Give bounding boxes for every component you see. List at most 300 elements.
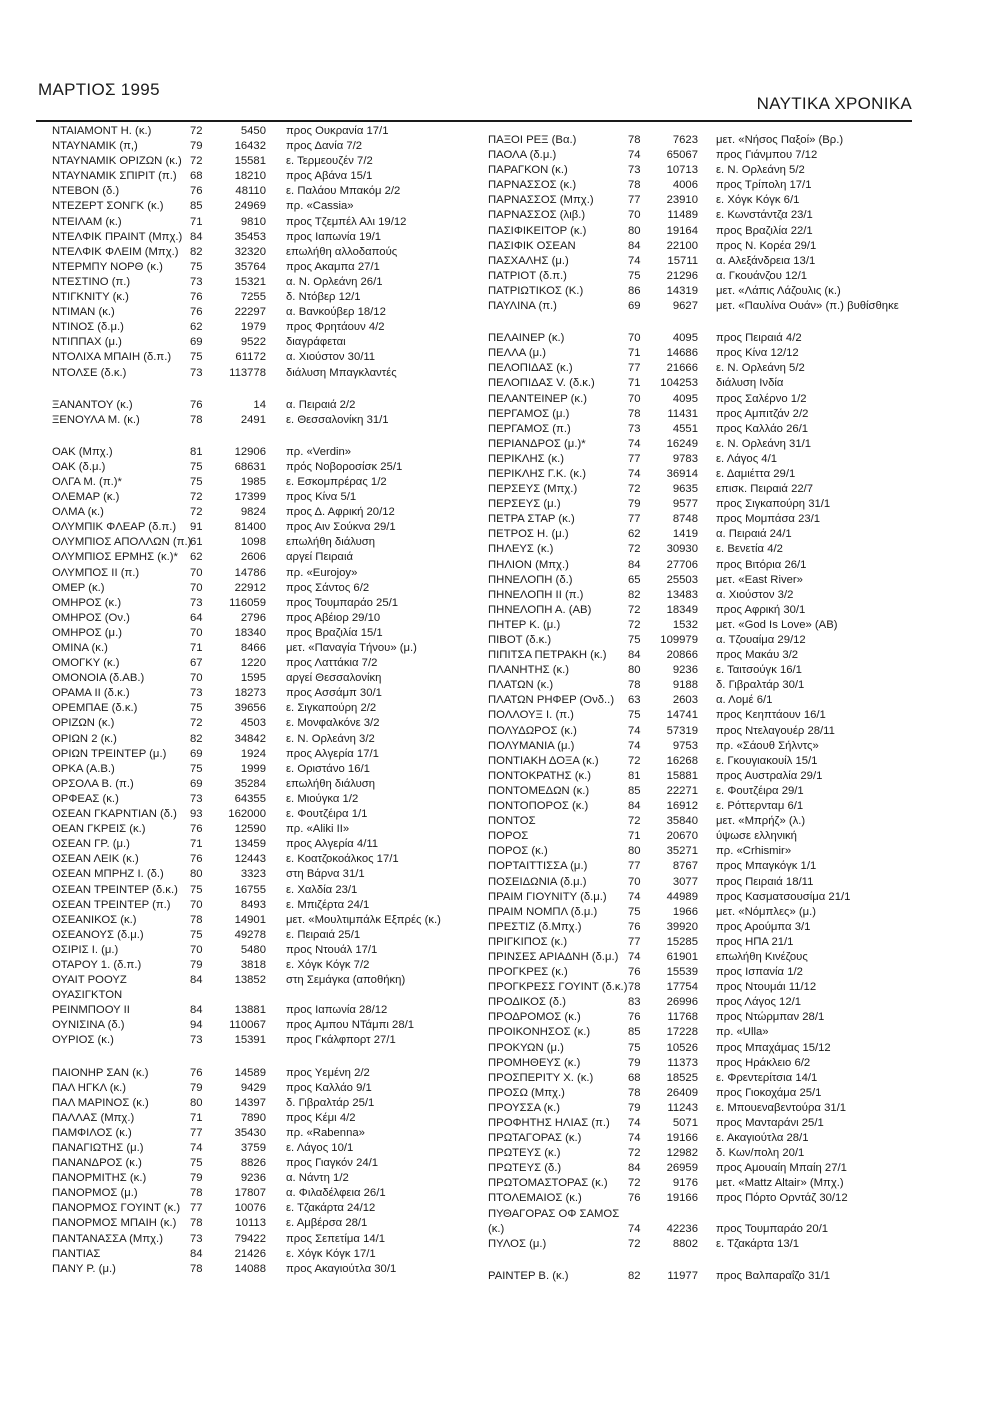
status-note: προς Μπαχάμας 15/12: [716, 1041, 831, 1054]
build-year: 72: [628, 1177, 641, 1190]
ship-name: ΠΑΣΙΦΙΚΕΙΤΟΡ (κ.): [488, 224, 587, 237]
ship-name: ΝΤΕΙΛΑΜ (κ.): [52, 215, 122, 228]
ship-entry: [446, 193, 906, 208]
ship-entry: [0, 807, 460, 822]
tonnage: 11243: [667, 1101, 698, 1114]
tonnage: 15285: [666, 935, 698, 948]
status-note: προς Λάγος 12/1: [716, 996, 802, 1009]
status-note: ε. Λάγος 10/1: [286, 1142, 354, 1154]
status-note: προς Ακαμπα 27/1: [286, 260, 380, 273]
ship-entry: [446, 724, 906, 739]
ship-name: ΠΟΝΤΙΑΚΗ ΔΟΞΑ (κ.): [488, 754, 599, 767]
build-year: 78: [628, 134, 641, 146]
tonnage: 4503: [240, 717, 266, 730]
build-year: 64: [190, 611, 203, 624]
ship-name: ΠΑΛ ΜΑΡΙΝΟΣ (κ.): [52, 1096, 149, 1109]
build-year: 73: [190, 1034, 203, 1047]
build-year: 72: [628, 754, 641, 767]
build-year: 85: [190, 200, 203, 213]
tonnage: 3077: [672, 875, 698, 888]
ship-entry: [0, 290, 460, 305]
build-year: 72: [628, 603, 641, 616]
issue-date-header: ΜΑΡΤΙΟΣ 1995: [38, 80, 160, 99]
tonnage: 9577: [672, 498, 698, 511]
build-year: 93: [190, 808, 203, 821]
build-year: 73: [190, 596, 203, 609]
tonnage: 9810: [240, 215, 266, 228]
status-note: προς Ισπανία 1/2: [716, 966, 803, 979]
ship-entry: [0, 716, 460, 731]
build-year: 72: [628, 815, 641, 828]
status-note: προς Πειραιά 18/11: [716, 875, 814, 888]
tonnage: 19166: [666, 1132, 698, 1145]
ship-entry: [0, 260, 460, 275]
tonnage: 8802: [672, 1237, 698, 1250]
build-year: 71: [190, 642, 203, 654]
status-note: προς Βιτόρια 26/1: [716, 558, 807, 571]
tonnage: 12443: [234, 853, 266, 866]
status-note: προς Πόρτο Ορντάζ 30/12: [716, 1192, 848, 1205]
ship-entry: [0, 520, 460, 535]
ship-name: ΠΟΡΟΣ: [488, 830, 529, 843]
ship-entry: [446, 663, 906, 678]
ship-name: ΠΑΞΟΙ ΡΕΞ (Βα.): [488, 134, 577, 146]
tonnage: 4006: [672, 179, 698, 192]
ship-name: ΟΜΗΡΟΣ (μ.): [52, 626, 122, 639]
ship-name: ΝΤΕΒΟΝ (δ.): [52, 185, 120, 198]
status-note: προς Φρητάουν 4/2: [286, 321, 385, 334]
tonnage: 5450: [240, 125, 266, 137]
ship-entry: [446, 588, 906, 603]
group-spacer: [446, 314, 906, 331]
ship-entry: [0, 596, 460, 611]
tonnage: 1419: [672, 528, 698, 541]
tonnage: 14088: [234, 1262, 266, 1275]
build-year: 72: [628, 1147, 641, 1160]
ship-name: ΠΡΟΦΗΤΗΣ ΗΛΙΑΣ (π.): [488, 1117, 610, 1129]
ship-name: ΠΕΤΡΑ ΣΤΑΡ (κ.): [488, 513, 575, 526]
status-note: ε. Εσκομπρέρας 1/2: [286, 475, 387, 488]
tonnage: 1098: [240, 536, 266, 549]
ship-entry: [0, 335, 460, 350]
ship-name: ΠΕΛΛΑ (μ.): [488, 347, 547, 360]
tonnage: 2603: [672, 694, 698, 707]
tonnage: 35764: [234, 260, 266, 273]
ship-name: ΟΣΕΑΝΟΥΣ (δ.μ.): [52, 928, 144, 941]
status-note: πρ. «Cassia»: [286, 200, 354, 213]
tonnage: 39920: [666, 920, 698, 933]
ship-name: ΝΤΙΠΠΑΧ (μ.): [52, 336, 122, 349]
build-year: 79: [190, 140, 203, 153]
tonnage: 24969: [234, 200, 266, 213]
ship-entry: [0, 867, 460, 882]
tonnage: 14786: [234, 566, 266, 579]
ship-name: ΠΗΛΕΥΣ (κ.): [488, 543, 554, 556]
ship-name: ΠΡΟΜΗΘΕΥΣ (κ.): [488, 1056, 581, 1069]
status-note: προς Γκάλφπορτ 27/1: [286, 1034, 396, 1047]
status-note: ε. Οριστάνο 16/1: [286, 762, 370, 775]
tonnage: 23910: [666, 194, 698, 207]
ship-entry: [0, 973, 460, 988]
ship-name: ΠΕΤΡΟΣ Η. (μ.): [488, 528, 569, 541]
ship-name: ΟΣΕΑΝ ΓΚΑΡΝΤΙΑΝ (δ.): [52, 808, 177, 821]
ship-name: ΝΤΕΛΦΙΚ ΦΛΕΙΜ (Μπχ.): [52, 245, 179, 258]
tonnage: 79422: [234, 1232, 266, 1245]
status-note: προς Αβάνα 15/1: [286, 170, 373, 183]
build-year: 62: [628, 528, 641, 541]
status-note: ε. Ν. Ορλεάνη 5/2: [716, 362, 805, 375]
ship-entry: [0, 215, 460, 230]
tonnage: 30930: [666, 543, 698, 556]
status-note: προς Κίνα 12/12: [716, 347, 799, 360]
ship-entry: [0, 154, 460, 169]
ship-entry: [0, 883, 460, 898]
tonnage: 22297: [234, 306, 266, 319]
ship-name: (κ.): [488, 1222, 505, 1235]
status-note: πρ. «Eurojoy»: [286, 566, 358, 579]
build-year: 86: [628, 284, 641, 297]
build-year: 75: [628, 1041, 641, 1054]
tonnage: 9188: [672, 679, 698, 692]
build-year: 79: [628, 1056, 641, 1069]
status-note: ε. Λάγος 4/1: [716, 452, 777, 465]
status-note: πρ. «Crhismir»: [716, 845, 792, 858]
status-note: ε. Χόγκ Κόγκ 6/1: [716, 194, 800, 207]
tonnage: 1985: [240, 475, 266, 488]
ship-entry: [0, 199, 460, 214]
ship-name: ΠΗΝΕΛΟΠΗ (δ.): [488, 573, 573, 586]
tonnage: 15321: [234, 275, 266, 288]
build-year: 78: [628, 407, 641, 420]
status-note: προς Μπαγκόγκ 1/1: [716, 860, 817, 873]
tonnage: 27706: [666, 558, 698, 571]
ship-name: ΠΟΡΤΑΙΤΤΙΣΣΑ (μ.): [488, 860, 588, 873]
ship-entry: [446, 980, 906, 995]
ship-entry: [446, 1010, 906, 1025]
ship-entry: [446, 163, 906, 178]
status-note: προς Αυστραλία 29/1: [716, 769, 823, 782]
status-note: προς Ουκρανία 17/1: [286, 125, 389, 137]
status-note: επωλήθη διάλυση: [286, 536, 376, 549]
ship-entry: [0, 1171, 460, 1186]
build-year: 78: [628, 981, 641, 994]
ship-name: ΠΙΒΟΤ (δ.κ.): [488, 634, 552, 646]
ship-name: ΠΕΡΙΚΛΗΣ Γ.Κ. (κ.): [488, 467, 586, 480]
tonnage: 48110: [235, 185, 266, 198]
ship-entry: [446, 844, 906, 859]
build-year: 71: [628, 830, 641, 843]
tonnage: 20670: [666, 830, 698, 843]
status-note: μετ. «Μουλτιμπάλκ Εξπρές (κ.): [286, 913, 441, 926]
ship-entry: [446, 361, 906, 376]
ship-name: ΠΑΝΑΝΔΡΟΣ (κ.): [52, 1157, 142, 1170]
ship-entry: [446, 633, 906, 648]
tonnage: 14741: [666, 709, 698, 722]
build-year: 76: [190, 291, 203, 304]
build-year: 71: [190, 838, 203, 851]
build-year: 79: [190, 1081, 203, 1094]
ship-name: ΠΑΤΡΙΟΤ (δ.π.): [488, 269, 567, 282]
ship-entry: [446, 467, 906, 482]
ship-entry: [446, 299, 906, 314]
ship-name: ΠΑΝΤΑΝΑΣΣΑ (Μπχ.): [52, 1232, 163, 1245]
ship-entry: [0, 1216, 460, 1231]
tonnage: 49278: [234, 928, 266, 941]
tonnage: 9753: [672, 739, 698, 752]
status-note: α. Βανκούβερ 18/12: [286, 306, 386, 319]
build-year: 85: [628, 1026, 641, 1039]
ship-entry: [0, 535, 460, 550]
tonnage: 110067: [229, 1019, 266, 1032]
tonnage: 12982: [666, 1147, 698, 1160]
status-note: προς Τζεμπέλ Αλι 19/12: [286, 215, 407, 228]
ship-entry: [446, 376, 906, 391]
status-note: προς Γιοκοχάμα 25/1: [716, 1086, 822, 1099]
ship-entry: [446, 890, 906, 905]
build-year: 73: [190, 366, 203, 379]
tonnage: 18210: [234, 170, 266, 183]
ship-name: ΝΤΕΛΦΙΚ ΠΡΑΙΝΤ (Μπχ.): [52, 230, 183, 243]
tonnage: 15539: [666, 966, 698, 979]
ship-entry: [446, 1161, 906, 1176]
build-year: 70: [190, 672, 203, 685]
ship-entry: [0, 1232, 460, 1247]
build-year: 63: [628, 694, 641, 707]
tonnage: 13852: [234, 974, 266, 987]
ship-entry: [0, 626, 460, 641]
build-year: 79: [190, 1172, 203, 1185]
tonnage: 35430: [234, 1126, 266, 1139]
ship-entry: [0, 366, 460, 381]
build-year: 77: [190, 1126, 203, 1139]
build-year: 78: [628, 179, 641, 192]
build-year: 75: [190, 260, 203, 273]
ship-entry: [446, 1237, 906, 1252]
build-year: 71: [190, 1111, 203, 1124]
right-column: [446, 133, 906, 1284]
ship-entry: [0, 245, 460, 260]
status-note: πρός Νοβοροσίσκ 25/1: [286, 460, 403, 473]
tonnage: 7255: [240, 291, 266, 304]
ship-entry: [446, 331, 906, 346]
build-year: 70: [190, 566, 203, 579]
ship-name: ΠΑΝΟΡΜΟΣ (μ.): [52, 1187, 138, 1200]
tonnage: 39656: [234, 702, 266, 715]
build-year: 77: [628, 194, 641, 207]
ship-name: ΠΡΟΣΠΕΡΙΤΥ Χ. (κ.): [488, 1071, 594, 1084]
ship-name: ΠΡΟΙΚΟΝΗΣΟΣ (κ.): [488, 1026, 591, 1039]
ship-name: ΠΡΟΚΥΩΝ (μ.): [488, 1041, 564, 1054]
build-year: 80: [628, 224, 641, 237]
ship-entry: [446, 1269, 906, 1284]
ship-entry: [0, 792, 460, 807]
tonnage: 116059: [229, 596, 266, 609]
ship-name: ΟΥΑΙΤ ΡΟΟΥΖ: [52, 974, 127, 987]
tonnage: 109979: [660, 634, 698, 646]
status-note: μετ. «Mattz Altair» (Μπχ.): [716, 1177, 844, 1190]
ship-entry: [446, 935, 906, 950]
ship-entry: [446, 920, 906, 935]
group-spacer: [0, 428, 460, 445]
status-note: ε. Ρόττερνταμ 6/1: [716, 800, 804, 813]
ship-entry: [0, 852, 460, 867]
build-year: 76: [628, 1011, 641, 1024]
build-year: 74: [628, 890, 641, 903]
status-note: προς Αλγερία 17/1: [286, 747, 379, 760]
ship-name: ΠΟΝΤΟΚΡΑΤΗΣ (κ.): [488, 769, 592, 782]
ship-name: ΞΑΝΑΝΤΟΥ (κ.): [52, 398, 133, 411]
build-year: 84: [628, 1162, 641, 1175]
ship-entry: [446, 239, 906, 254]
ship-name: ΠΑΟΛΑ (δ.μ.): [488, 149, 557, 162]
tonnage: 4551: [672, 422, 698, 435]
status-note: προς Βραζιλία 15/1: [286, 626, 383, 639]
ship-entry: [446, 618, 906, 633]
ship-entry: [446, 224, 906, 239]
build-year: 73: [190, 1232, 203, 1245]
ship-name: ΠΡΟΔΡΟΜΟΣ (κ.): [488, 1011, 581, 1024]
build-year: 84: [628, 558, 641, 571]
ship-name: ΠΟΛΛΟΥΞ Ι. (π.): [488, 709, 574, 722]
status-note: α. Νάντη 1/2: [286, 1172, 349, 1185]
build-year: 70: [628, 875, 641, 888]
ship-name: ΠΥΘΑΓΟΡΑΣ ΟΦ ΣΑΜΟΣ: [488, 1207, 620, 1220]
status-note: ε. Φρεντερίτσια 14/1: [716, 1071, 818, 1084]
tonnage: 5071: [672, 1117, 698, 1129]
ship-entry: [446, 527, 906, 542]
build-year: 61: [190, 536, 203, 549]
build-year: 75: [190, 928, 203, 941]
status-note: ε. Τζακάρτα 13/1: [716, 1237, 800, 1250]
status-note: προς Ντουάλ 17/1: [286, 943, 378, 956]
build-year: 70: [628, 209, 641, 222]
tonnage: 4095: [672, 332, 698, 345]
ship-entry: [0, 124, 460, 139]
tonnage: 17399: [234, 491, 266, 504]
ship-name: ΠΡΟΔΙΚΟΣ (δ.): [488, 996, 566, 1009]
status-note: α. Ν. Ορλεάνη 26/1: [286, 275, 383, 288]
build-year: 74: [628, 467, 641, 480]
build-year: 74: [628, 149, 641, 162]
ship-entry: [0, 169, 460, 184]
build-year: 78: [190, 913, 203, 926]
status-note: ε. Χόγκ Κόγκ 17/1: [286, 1247, 376, 1260]
status-note: προς Ασσάμπ 30/1: [286, 687, 382, 700]
build-year: 75: [628, 634, 641, 646]
ship-name: ΠΡΙΝΣΕΣ ΑΡΙΑΔΝΗ (δ.μ.): [488, 950, 619, 963]
build-year: 84: [190, 230, 203, 243]
build-year: 79: [628, 498, 641, 511]
tonnage: 35453: [234, 230, 266, 243]
tonnage: 8826: [240, 1157, 266, 1170]
build-year: 74: [190, 1142, 203, 1154]
group-spacer: [0, 1049, 460, 1066]
ship-entry: [0, 837, 460, 852]
ship-name: ΟΡΑΜΑ ΙΙ (δ.κ.): [52, 687, 130, 700]
ship-name: ΡΑΙΝΤΕΡ Β. (κ.): [488, 1269, 569, 1282]
ship-name: ΟΡΚΑ (Α.Β.): [52, 762, 115, 775]
ship-name: ΝΤΕΣΤΙΝΟ (π.): [52, 275, 131, 288]
status-note: προς Αβέιορ 29/10: [286, 611, 381, 624]
ship-entry: [0, 320, 460, 335]
ship-entry: [446, 905, 906, 920]
build-year: 69: [628, 300, 641, 313]
ship-entry: [0, 1126, 460, 1141]
status-note: προς Λαττάκια 7/2: [286, 657, 378, 670]
build-year: 81: [628, 769, 641, 782]
ship-name: ΠΛΑΤΩΝ ΡΗΦΕΡ (Ονδ..): [488, 694, 615, 707]
ship-entry: [0, 777, 460, 792]
build-year: 75: [190, 1157, 203, 1170]
ship-entry: [0, 1141, 460, 1156]
build-year: 77: [628, 513, 641, 526]
tonnage: 22271: [666, 784, 698, 797]
status-note: προς Βραζιλία 22/1: [716, 224, 813, 237]
ship-name: ΝΤΙΝΟΣ (δ.μ.): [52, 321, 124, 334]
status-note: μετ. «Νόμπλες» (μ.): [716, 905, 817, 918]
ship-name: ΝΤΑΙΑΜΟΝΤ Η. (κ.): [52, 125, 152, 137]
build-year: 75: [190, 762, 203, 775]
status-note: προς ΗΠΑ 21/1: [716, 935, 794, 948]
status-note: μετ. «God Is Love» (ΑΒ): [716, 618, 838, 631]
ship-entry: [446, 995, 906, 1010]
build-year: 84: [628, 649, 641, 662]
tonnage: 15711: [667, 254, 698, 267]
status-note: προς Ν. Κορέα 29/1: [716, 239, 817, 252]
build-year: 75: [628, 269, 641, 282]
ship-entry: [446, 799, 906, 814]
tonnage: 16755: [234, 883, 266, 896]
status-note: δ. Γιβραλτάρ 25/1: [286, 1096, 375, 1109]
tonnage: 64355: [234, 792, 266, 805]
ship-entry: [446, 1131, 906, 1146]
ship-name: ΠΡΩΤΕΥΣ (δ.): [488, 1162, 562, 1175]
ship-entry: [0, 1186, 460, 1201]
status-note: δ. Ντόβερ 12/1: [286, 291, 361, 304]
tonnage: 18525: [666, 1071, 698, 1084]
tonnage: 1999: [240, 762, 266, 775]
ship-name: ΠΕΡΣΕΥΣ (μ.): [488, 498, 561, 511]
build-year: 72: [190, 491, 203, 504]
status-note: προς Καλλάο 26/1: [716, 422, 809, 435]
ship-name: ΝΤΙΜΑΝ (κ.): [52, 306, 115, 319]
tonnage: 21666: [666, 362, 698, 375]
tonnage: 9824: [240, 506, 266, 519]
tonnage: 1595: [240, 672, 266, 685]
build-year: 73: [190, 687, 203, 700]
ship-entry: [446, 754, 906, 769]
status-note: ε. Ταιτσούγκ 16/1: [716, 664, 802, 677]
header-rule: [36, 120, 912, 122]
build-year: 77: [628, 935, 641, 948]
tonnage: 13483: [666, 588, 698, 601]
status-note: α. Πειραιά 2/2: [286, 398, 356, 411]
build-year: 72: [628, 543, 641, 556]
ship-name: ΠΡΟΓΚΡΕΣ (κ.): [488, 966, 568, 979]
build-year: 77: [190, 1202, 203, 1215]
ship-entry: [0, 1096, 460, 1111]
build-year: 84: [628, 800, 641, 813]
ship-entry: [0, 230, 460, 245]
ship-name: ΟΣΕΑΝ ΓΡ. (μ.): [52, 838, 130, 851]
build-year: 62: [190, 321, 203, 334]
status-note: προς Βαλπαραΐζο 31/1: [716, 1269, 831, 1282]
ship-entry: [446, 1025, 906, 1040]
ship-name: ΝΤΑΥΝΑΜΙΚ (π,): [52, 140, 138, 153]
build-year: 74: [628, 437, 641, 450]
status-note: πρ. «Verdin»: [286, 445, 352, 458]
ship-name: ΟΡΙΖΩΝ (κ.): [52, 717, 115, 730]
